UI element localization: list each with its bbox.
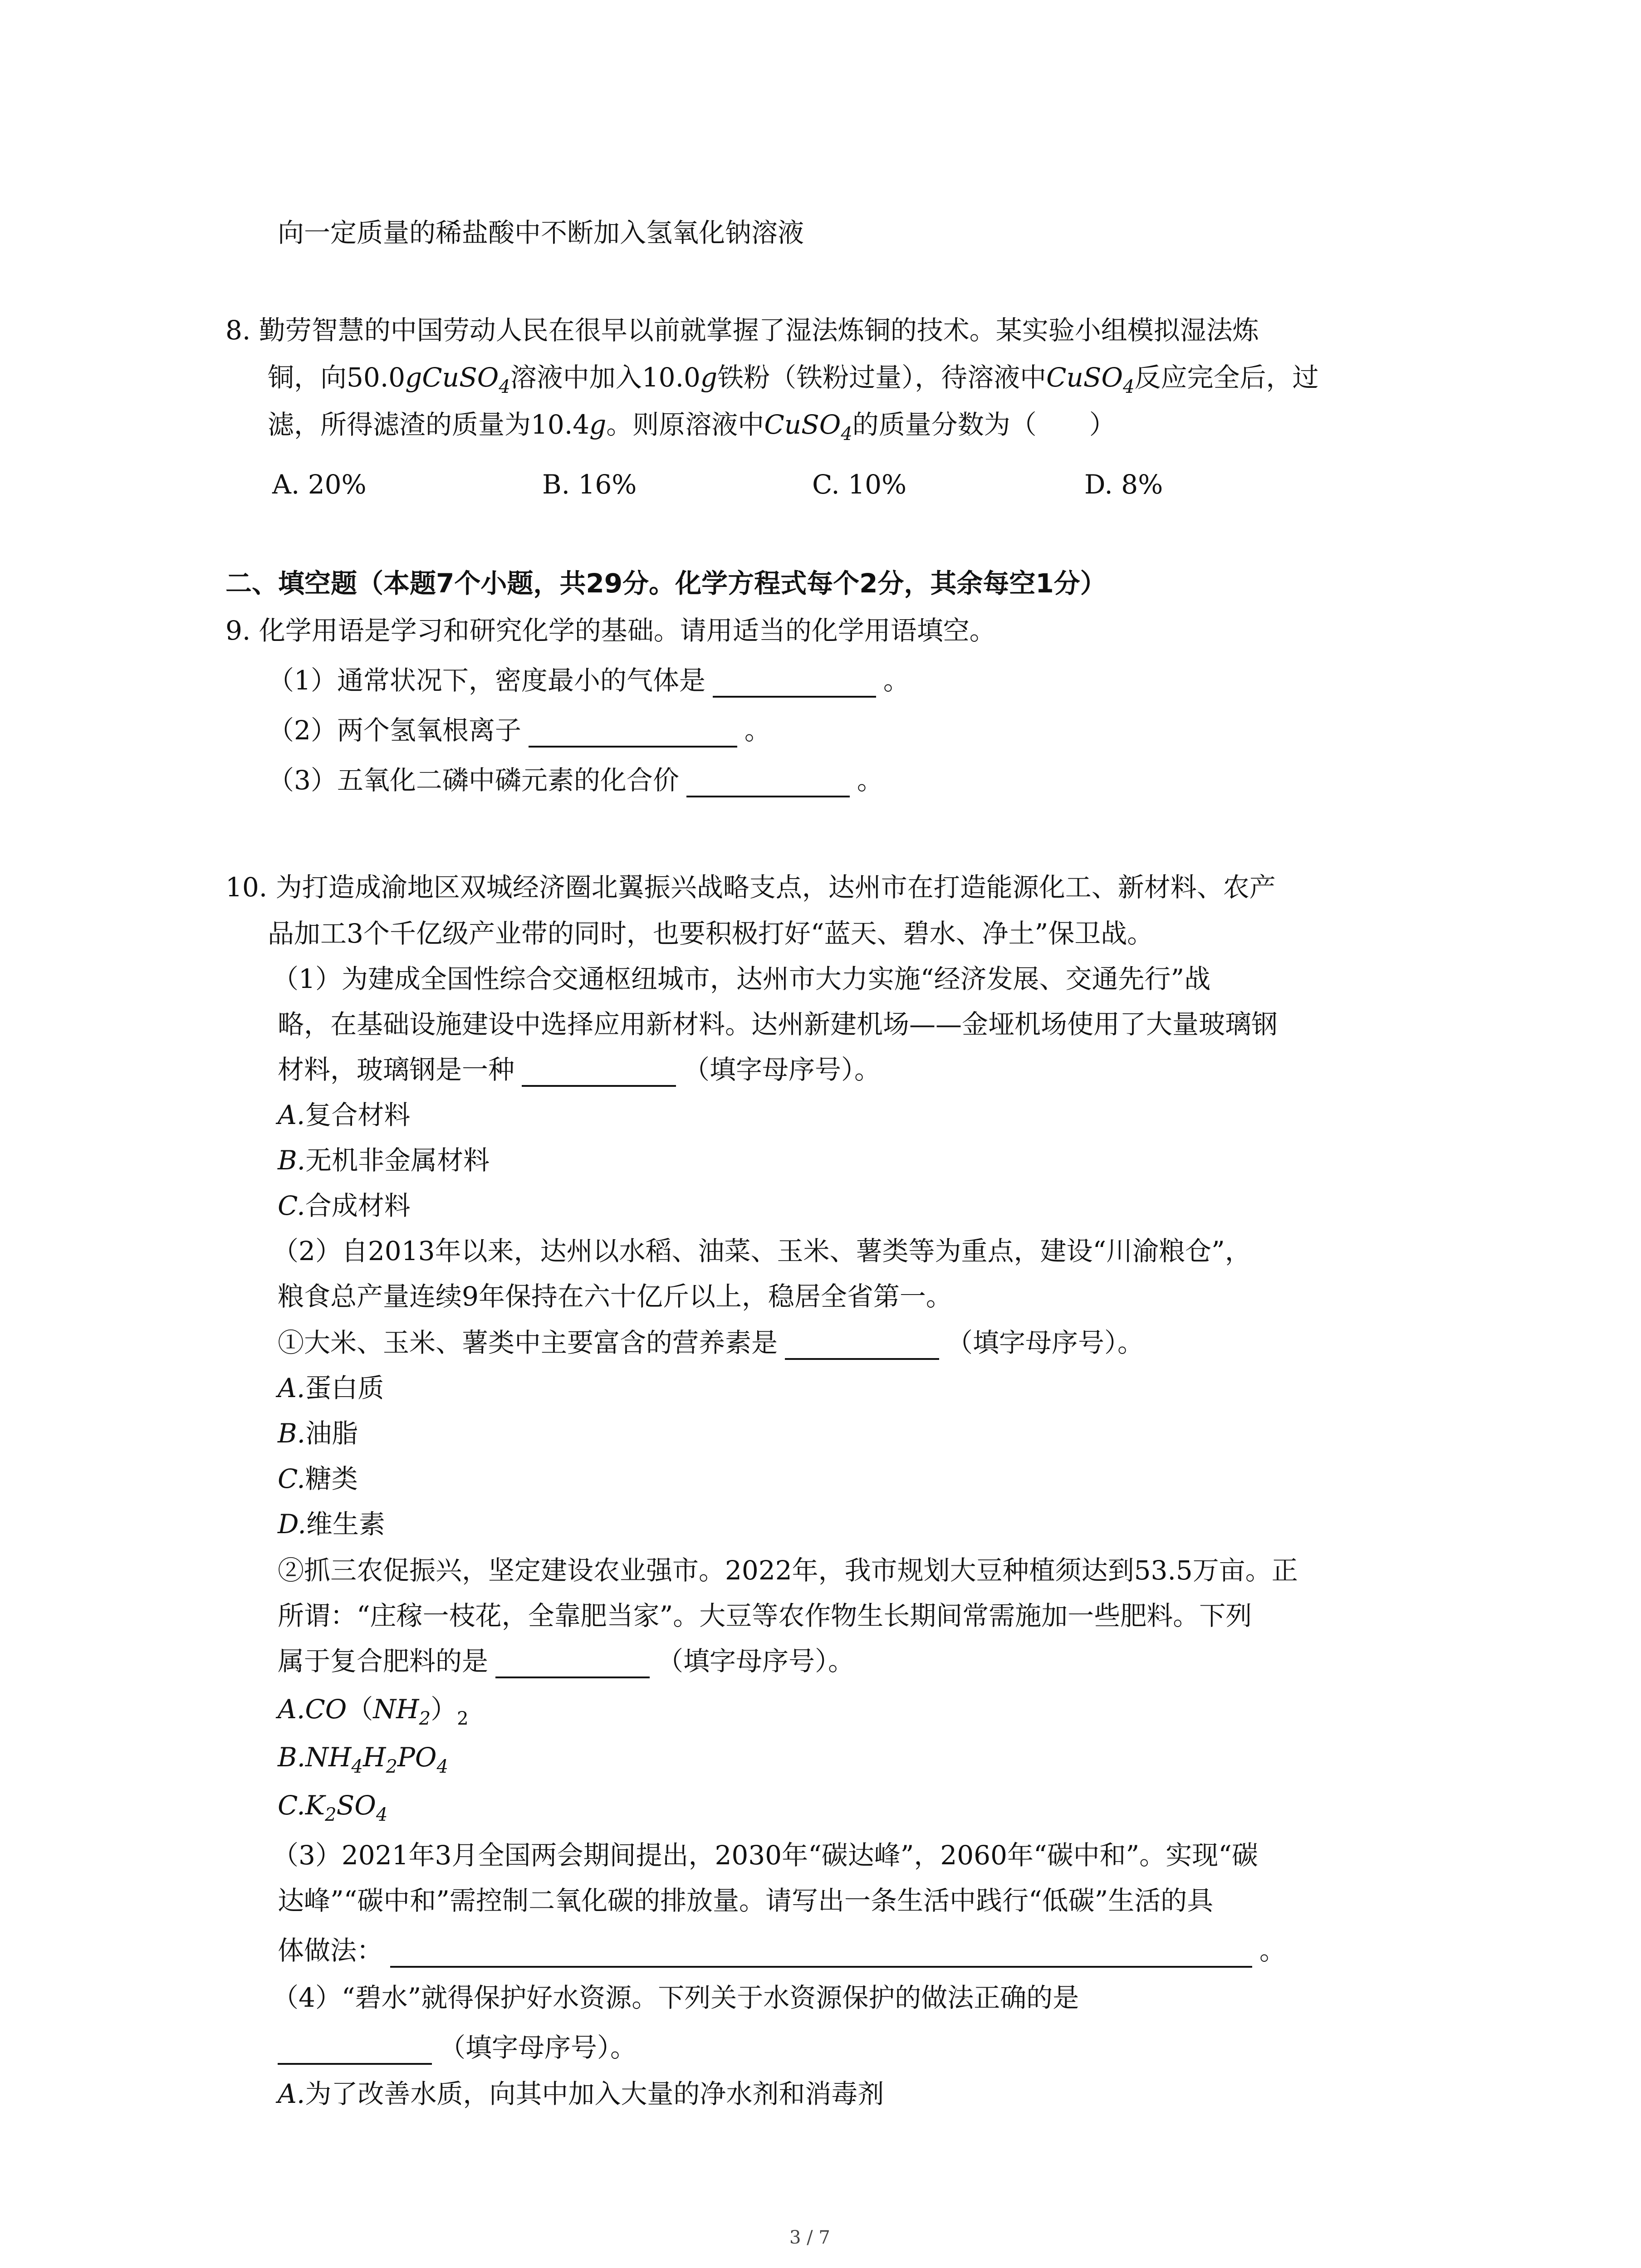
fertilizer-option-b: $B.NH_4H_2PO_4$	[278, 1742, 448, 1777]
q10-s2-line-2: 粮食总产量连续9年保持在六十亿斤以上，稳居全省第一。	[278, 1281, 952, 1312]
q9-part-1: （1）通常状况下，密度最小的气体是 。	[268, 663, 910, 698]
answer-blank[interactable]	[278, 2034, 432, 2065]
q9-part-2: （2）两个氢氧根离子 。	[268, 713, 771, 748]
q10-s3-line-2: 达峰”“碳中和”需控制二氧化碳的排放量。请写出一条生活中践行“低碳”生活的具	[278, 1885, 1214, 1916]
q10-s1-line-1: （1）为建成全国性综合交通枢纽城市，达州市大力实施“经济发展、交通先行”战	[272, 963, 1211, 994]
q10-s4-option-a: A.为了改善水质，向其中加入大量的净水剂和消毒剂	[278, 2078, 884, 2109]
q10-s1-line-2: 略，在基础设施建设中选择应用新材料。达州新建机场——金垭机场使用了大量玻璃钢	[278, 1009, 1278, 1040]
prev-question-tail: 向一定质量的稀盐酸中不断加入氢氧化钠溶液	[278, 217, 804, 248]
q10-s2-option-d: D.维生素	[278, 1509, 385, 1540]
q10-s4-line-2: （填字母序号）。	[278, 2030, 637, 2065]
q8-option-b: B. 16%	[542, 469, 637, 500]
q10-s4-line-1: （4）“碧水”就得保护好水资源。下列关于水资源保护的做法正确的是	[272, 1982, 1079, 2013]
q10-s1-option-c: C.合成材料	[278, 1190, 411, 1221]
answer-blank[interactable]	[495, 1647, 650, 1678]
q10-s2-q2-line-2: 所谓：“庄稼一枝花，全靠肥当家”。大豆等农作物生长期间常需施加一些肥料。下列	[278, 1600, 1252, 1631]
q10-s1-option-b: B.无机非金属材料	[278, 1145, 490, 1176]
q10-s2-option-c: C.糖类	[278, 1463, 358, 1494]
q10-s1-option-a: A.复合材料	[278, 1100, 411, 1130]
q8-option-d: D. 8%	[1084, 469, 1163, 500]
q10-s2-q1: ①大米、玉米、薯类中主要富含的营养素是 （填字母序号）。	[278, 1325, 1144, 1360]
q8-text: 勤劳智慧的中国劳动人民在很早以前就掌握了湿法炼铜的技术。某实验小组模拟湿法炼	[259, 315, 1259, 346]
q10-s2-line-1: （2）自2013年以来，达州以水稻、油菜、玉米、薯类等为重点，建设“川渝粮仓”，	[272, 1236, 1251, 1266]
section-heading: 二、填空题（本题7个小题，共29分。化学方程式每个2分，其余每空1分）	[225, 568, 1107, 599]
q10-text: 为打造成渝地区双城经济圈北翼振兴战略支点，达州市在打造能源化工、新材料、农产	[275, 872, 1276, 903]
answer-blank[interactable]	[529, 717, 737, 748]
answer-blank[interactable]	[522, 1056, 676, 1087]
q8-line-2: 铜，向50.0gCuSO$_4$溶液中加入10.0g铁粉（铁粉过量），待溶液中CuSO$_4$反应完全后，过	[268, 362, 1319, 397]
answer-blank[interactable]	[713, 667, 876, 698]
fertilizer-option-a: $A.CO(NH_2)_2$	[278, 1694, 469, 1729]
q8-option-c: C. 10%	[812, 469, 907, 500]
q10-line-2: 品加工3个千亿级产业带的同时，也要积极打好“蓝天、碧水、净土”保卫战。	[268, 918, 1154, 949]
q10-number: 10.	[225, 872, 268, 903]
q10-s2-q2-line-1: ②抓三农促振兴，坚定建设农业强市。2022年，我市规划大豆种植须达到53.5万亩。正	[278, 1555, 1298, 1586]
page-number: 3 / 7	[789, 2227, 830, 2248]
q8-line-3: 滤，所得滤渣的质量为10.4g。则原溶液中CuSO$_4$的质量分数为（ ）	[268, 409, 1116, 445]
q10-s2-option-b: B.油脂	[278, 1418, 358, 1449]
q10-s2-q2-line-3: 属于复合肥料的是 （填字母序号）。	[278, 1644, 854, 1678]
answer-blank[interactable]	[686, 767, 850, 797]
fertilizer-option-c: $C.K_2SO_4$	[278, 1790, 388, 1825]
q9-part-3: （3）五氧化二磷中磷元素的化合价 。	[268, 763, 883, 797]
q10-s3-line-3: 体做法： 。	[278, 1933, 1286, 1968]
q8-number: 8.	[225, 315, 251, 346]
q10-s3-line-1: （3）2021年3月全国两会期间提出，2030年“碳达峰”，2060年“碳中和”。实现“碳	[272, 1840, 1258, 1871]
q8-option-a: A. 20%	[272, 469, 367, 500]
answer-blank[interactable]	[785, 1329, 939, 1360]
q10-line-1	[225, 870, 1276, 904]
q9-stem: 9. 化学用语是学习和研究化学的基础。请用适当的化学用语填空。	[225, 615, 996, 646]
q8-line-1	[225, 313, 1259, 347]
q10-s1-line-3: 材料，玻璃钢是一种 （填字母序号）。	[278, 1052, 881, 1087]
answer-blank[interactable]	[390, 1937, 1252, 1968]
q10-s2-option-a: A.蛋白质	[278, 1373, 384, 1403]
